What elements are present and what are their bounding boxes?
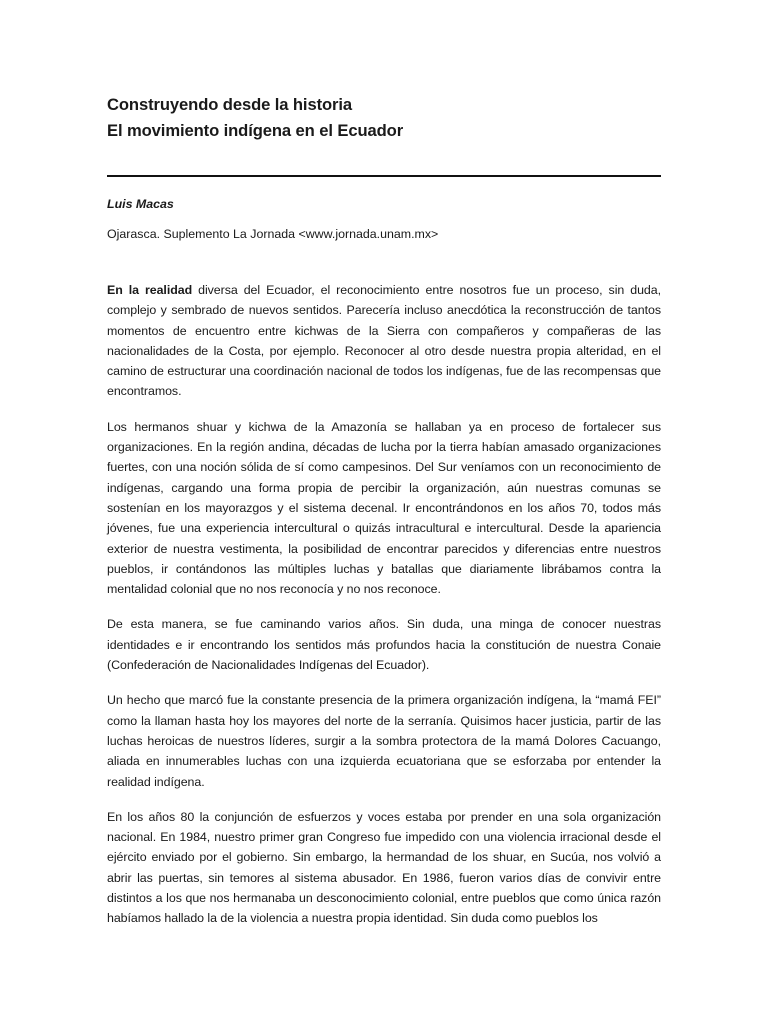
document-page bbox=[107, 92, 661, 944]
article-body bbox=[107, 280, 661, 929]
title-divider bbox=[107, 175, 661, 177]
document-title bbox=[107, 92, 661, 144]
title-line-2: El movimiento indígena en el Ecuador bbox=[107, 121, 404, 140]
paragraph bbox=[107, 614, 661, 675]
paragraph-text: De esta manera, se fue caminando varios años. Sin duda, una minga de conocer nuestras identidades e ir encontrando los sentidos más profundos hacia la constitución de nuestra Conaie (Confederación de Nacionalidades Indígenas del Ecuador). bbox=[107, 617, 661, 673]
source-citation: Ojarasca. Suplemento La Jornada <www.jornada.unam.mx> bbox=[107, 227, 439, 241]
paragraph-text: diversa del Ecuador, el reconocimiento entre nosotros fue un proceso, sin duda, complejo y sembrado de nuevos sentidos. Parecería incluso anecdótica la reconstrucción de tantos momentos de encuentro entre kichwas de la Sierra con compañeros y compañeras de las nacionalidades de la Costa, por ejemplo. Reconocer al otro desde nuestra propia alteridad, en el camino de estructurar una coordinación nacional de todos los indígenas, fue de las recompensas que encontramos. bbox=[107, 283, 661, 399]
paragraph bbox=[107, 690, 661, 791]
paragraph-text: En los años 80 la conjunción de esfuerzos y voces estaba por prender en una sola organización nacional. En 1984, nuestro primer gran Congreso fue impedido con una violencia irracional desde el ejército enviado por el gobierno. Sin embargo, la hermandad de los shuar, en Sucúa, nos volvió a abrir las puertas, sin temores al sistema abusador. En 1986, fueron varios días de convivir entre distintos a los que nos hermanaba un desconocimiento colonial, entre pueblos que como única razón habíamos hallado la de la violencia a nuestra propia identidad. Sin duda como pueblos los bbox=[107, 809, 661, 926]
paragraph-text: Los hermanos shuar y kichwa de la Amazonía se hallaban ya en proceso de fortalecer sus organizaciones. En la región andina, décadas de lucha por la tierra habían amasado organizaciones fuertes, con una noción sólida de sí como campesinos. Del Sur veníamos con un reconocimiento de indígenas, cargando una forma propia de percibir la organización, aún nuestras comunas se sostenían en los mayorazgos y el sistema decenal. Ir encontrándonos en los años 70, todos más jóvenes, fue una experiencia intercultural o quizás intracultural e intercultural. Desde la apariencia exterior de nuestra vestimenta, la posibilidad de encontrar parecidos y diferencias entre nuestros pueblos, ir contándonos las múltiples luchas y batallas que diariamente librábamos contra la mentalidad colonial que no nos reconocía y no nos reconoce. bbox=[107, 419, 661, 597]
paragraph-text: Un hecho que marcó fue la constante presencia de la primera organización indígena, la “mamá FEI” como la llaman hasta hoy los mayores del norte de la serranía. Quisimos hacer justicia, partir de las luchas heroicas de nuestros líderes, surgir a la sombra protectora de la mamá Dolores Cacuango, aliada en innumerables luchas con una izquierda ecuatoriana que se esforzaba por entender la realidad indígena. bbox=[107, 693, 661, 789]
paragraph bbox=[107, 807, 661, 929]
paragraph bbox=[107, 280, 661, 402]
paragraph-lead: En la realidad bbox=[107, 283, 193, 297]
title-line-1: Construyendo desde la historia bbox=[107, 95, 353, 114]
paragraph bbox=[107, 417, 661, 600]
author-name: Luis Macas bbox=[107, 197, 174, 211]
